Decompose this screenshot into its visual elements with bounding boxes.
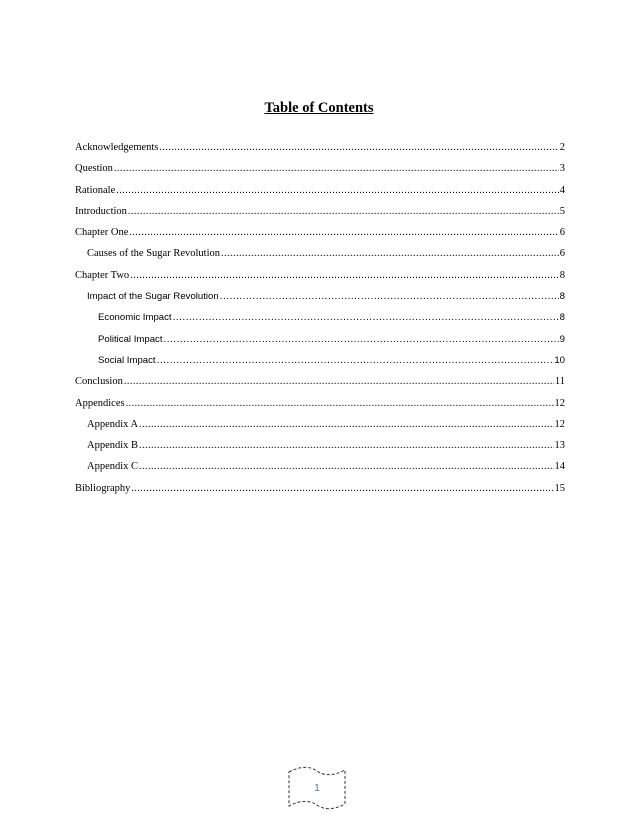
toc-leader-dots: [128, 201, 559, 222]
toc-leader-dots: [157, 350, 554, 371]
toc-entry-chapter-two[interactable]: [75, 265, 565, 286]
toc-entry-label: Impact of the Sugar Revolution: [87, 286, 220, 307]
toc-entry-page: 4: [559, 184, 565, 196]
toc-entry-page: 5: [559, 205, 565, 217]
toc-leader-dots: [126, 393, 554, 414]
toc-entry-label: Question: [75, 158, 114, 179]
toc-entry-label: Acknowledgements: [75, 137, 159, 158]
toc-entry-page: 11: [554, 376, 565, 388]
toc-entry-impact[interactable]: [75, 286, 565, 307]
toc-entry-page: 6: [559, 248, 565, 260]
toc-entry-appendices[interactable]: [75, 393, 565, 414]
toc-entry-label: Introduction: [75, 201, 128, 222]
toc-entry-acknowledgements[interactable]: [75, 137, 565, 158]
toc-leader-dots: [114, 158, 559, 179]
toc-leader-dots: [159, 137, 558, 158]
toc-entry-page: 13: [554, 440, 565, 452]
toc-entry-label: Bibliography: [75, 478, 131, 499]
toc-leader-dots: [131, 478, 553, 499]
toc-entry-economic-impact[interactable]: [75, 307, 565, 328]
toc-entry-page: 14: [554, 461, 565, 473]
toc-entry-page: 15: [554, 482, 565, 494]
toc-entry-appendix-a[interactable]: [75, 414, 565, 435]
toc-entry-label: Economic Impact: [98, 307, 173, 328]
toc-entry-introduction[interactable]: [75, 201, 565, 222]
toc-entry-page: 8: [559, 312, 565, 324]
toc-leader-dots: [164, 329, 559, 350]
toc-entry-appendix-b[interactable]: [75, 435, 565, 456]
toc-entry-label: Political Impact: [98, 329, 164, 350]
toc-entry-label: Appendix A: [87, 414, 139, 435]
toc-entry-page: 8: [559, 291, 565, 303]
toc-leader-dots: [139, 435, 553, 456]
toc-leader-dots: [173, 307, 559, 328]
toc-leader-dots: [139, 414, 553, 435]
toc-entry-political-impact[interactable]: [75, 329, 565, 350]
toc-entry-page: 2: [559, 142, 565, 153]
toc-entry-question[interactable]: [75, 158, 565, 179]
toc-entry-appendix-c[interactable]: [75, 456, 565, 477]
toc-leader-dots: [220, 286, 559, 307]
toc-entry-causes[interactable]: [75, 243, 565, 264]
toc-entry-page: 3: [559, 163, 565, 175]
toc-entry-chapter-one[interactable]: [75, 222, 565, 243]
toc-entry-page: 6: [559, 227, 565, 239]
toc-entry-label: Rationale: [75, 180, 116, 201]
toc-entry-page: 9: [559, 333, 565, 345]
toc-entry-label: Conclusion: [75, 371, 124, 392]
toc-entry-page: 12: [554, 418, 565, 430]
toc-entry-rationale[interactable]: [75, 180, 565, 201]
toc-entry-bibliography[interactable]: [75, 478, 565, 499]
toc-leader-dots: [129, 222, 558, 243]
page-number-ribbon: [288, 766, 346, 810]
toc-title: Table of Contents: [264, 100, 374, 116]
toc-entry-social-impact[interactable]: [75, 350, 565, 371]
toc-entry-label: Causes of the Sugar Revolution: [87, 243, 221, 264]
page-number: 1: [314, 783, 320, 794]
toc-entry-label: Appendix C: [87, 456, 139, 477]
toc-leader-dots: [124, 371, 554, 392]
toc-entry-label: Appendices: [75, 393, 126, 414]
toc-entry-label: Appendix B: [87, 435, 139, 456]
toc-entry-label: Chapter Two: [75, 265, 130, 286]
toc-entry-label: Chapter One: [75, 222, 129, 243]
toc-leader-dots: [116, 180, 559, 201]
toc-entry-label: Social Impact: [98, 350, 157, 371]
toc-leader-dots: [130, 265, 559, 286]
toc-entry-page: 10: [554, 354, 565, 366]
table-of-contents: [75, 137, 565, 499]
toc-leader-dots: [221, 243, 559, 264]
toc-entry-page: 8: [559, 269, 565, 281]
toc-leader-dots: [139, 456, 553, 477]
toc-entry-page: 12: [554, 397, 565, 409]
toc-entry-conclusion[interactable]: [75, 371, 565, 392]
